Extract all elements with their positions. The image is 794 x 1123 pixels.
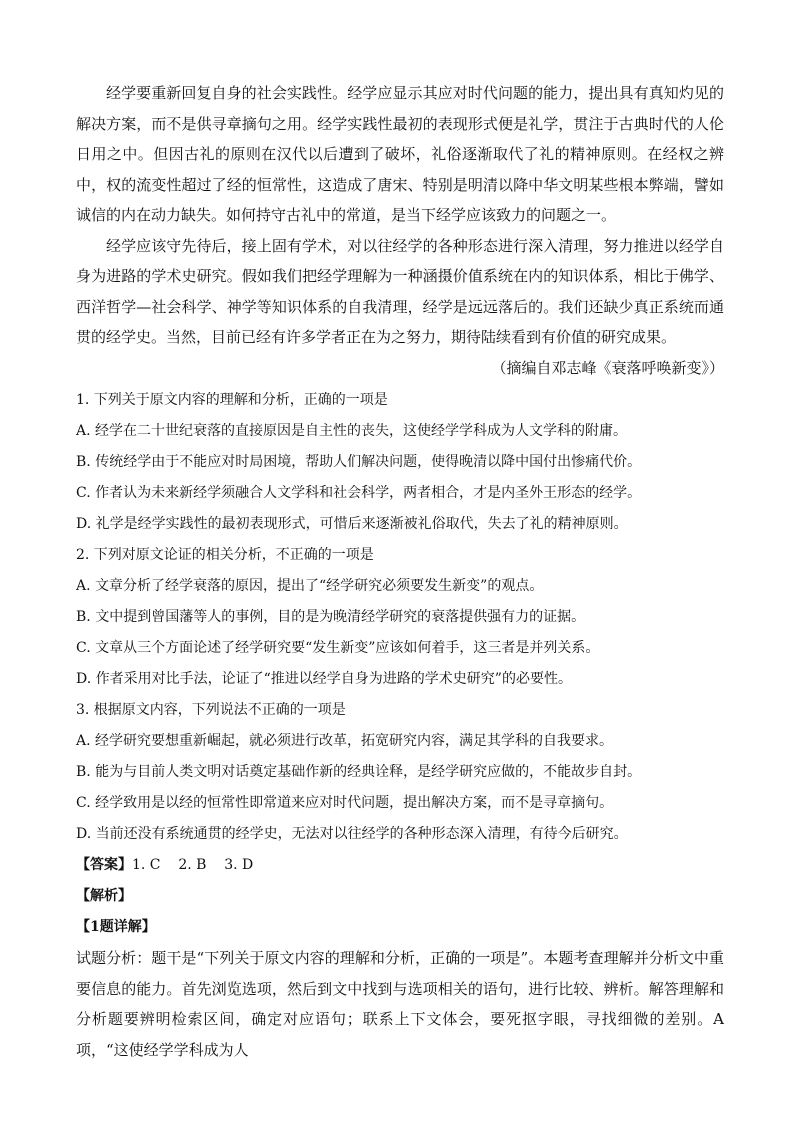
passage-paragraph-1: 经学要重新回复自身的社会实践性。经学应显示其应对时代问题的能力，提出具有真知灼见的解决方案，而不是供寻章摘句之用。经学实践性最初的表现形式便是礼学，贯注于古典时代的人伦日用之中。但因古礼的原则在汉代以后遭到了破坏，礼俗逐渐取代了礼的精神原则。在经权之辨中，权的流变性超过了经的恒常性，这造成了唐宋、特别是明清以降中华文明某些根本弊端，譬如诚信的内在动力缺失。如何持守古礼中的常道，是当下经学应该致力的问题之一。 [76, 84, 724, 224]
question-3 [76, 695, 724, 850]
document-page [76, 78, 724, 1065]
question-2 [76, 540, 724, 695]
option-d: D. 礼学是经学实践性的最初表现形式，可惜后来逐渐被礼俗取代，失去了礼的精神原则。 [76, 516, 628, 532]
answer-label: 【答案】 [76, 857, 132, 873]
answer-line [76, 850, 724, 881]
option-b: B. 文中提到曾国藩等人的事例，目的是为晚清经学研究的衰落提供强有力的证据。 [76, 609, 586, 625]
option-d: D. 作者采用对比手法，论证了“推进以经学自身为进路的学术史研究”的必要性。 [76, 671, 572, 687]
option-c: C. 经学致用是以经的恒常性即常道来应对时代问题，提出解决方案，而不是寻章摘句。 [76, 795, 614, 811]
analysis-sub-heading: 【1题详解】 [76, 919, 156, 935]
option-b: B. 能为与目前人类文明对话奠定基础作新的经典诠释，是经学研究应做的，不能故步自封。 [76, 764, 642, 780]
passage-paragraph-2: 经学应该守先待后，接上固有学术，对以往经学的各种形态进行深入清理，努力推进以经学自身为进路的学术史研究。假如我们把经学理解为一种涵摄价值系统在内的知识体系，相比于佛学、西洋哲学—社会科学、神学等知识体系的自我清理，经学是远远落后的。我们还缺少真正系统而通贯的经学史。当然，目前已经有许多学者正在为之努力，期待陆续看到有价值的研究成果。 [76, 236, 724, 346]
question-stem: 3. 根据原文内容，下列说法不正确的一项是 [76, 702, 346, 718]
question-stem: 1. 下列关于原文内容的理解和分析，正确的一项是 [76, 392, 388, 408]
option-a: A. 经学研究要想重新崛起，就必须进行改革，拓宽研究内容，满足其学科的自我要求。 [76, 733, 614, 749]
option-b: B. 传统经学由于不能应对时局困境，帮助人们解决问题，使得晚清以降中国付出惨痛代价。 [76, 454, 642, 470]
analysis-text: 试题分析：题干是“下列关于原文内容的理解和分析，正确的一项是”。本题考查理解并分析文中重要信息的能力。首先浏览选项，然后到文中找到与选项相关的语句，进行比较、辨析。解答理解和分析题要辨明检索区间，确定对应语句；联系上下文体会，要死抠字眼，寻找细微的差别。A项，“这使经学学科成为人 [76, 949, 724, 1059]
option-c: C. 文章从三个方面论述了经学研究要“发生新变”应该如何着手，这三者是并列关系。 [76, 640, 600, 656]
question-stem: 2. 下列对原文论证的相关分析，不正确的一项是 [76, 547, 374, 563]
passage-source: （摘编自邓志峰《衰落呼唤新变》） [491, 358, 724, 377]
option-a: A. 文章分析了经学衰落的原因，提出了“经学研究必须要发生新变”的观点。 [76, 578, 544, 594]
option-c: C. 作者认为未来新经学须融合人文学科和社会科学，两者相合，才是内圣外王形态的经学。 [76, 485, 642, 501]
option-a: A. 经学在二十世纪衰落的直接原因是自主性的丧失，这使经学学科成为人文学科的附庸。 [76, 423, 628, 439]
answer-text: 1. C 2. B 3. D [132, 857, 254, 873]
option-d: D. 当前还没有系统通贯的经学史，无法对以往经学的各种形态深入清理，有待今后研究。 [76, 826, 628, 842]
analysis-heading: 【解析】 [76, 888, 132, 904]
question-1 [76, 385, 724, 540]
